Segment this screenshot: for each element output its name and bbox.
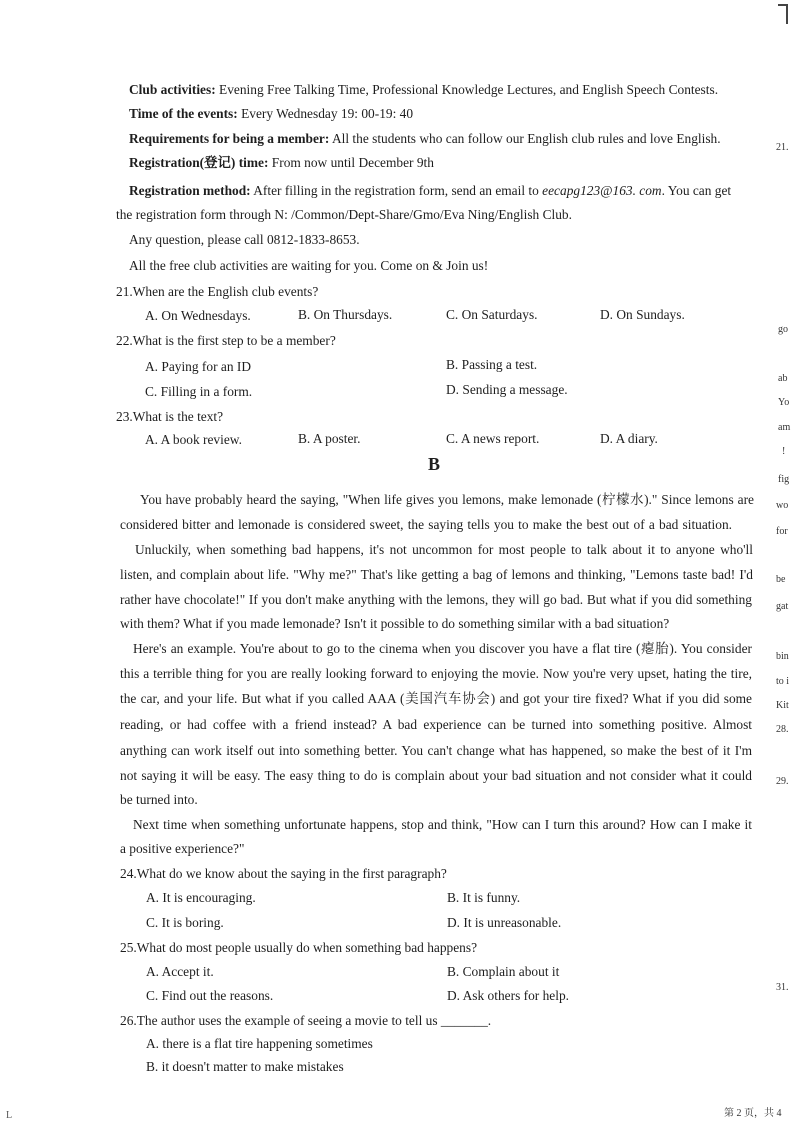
phone-line: Any question, please call 0812-1833-8653. xyxy=(129,232,360,247)
registration-method-text-2: . You can get xyxy=(661,183,732,198)
edge-fragment: ab xyxy=(778,373,788,384)
edge-fragment: Kit xyxy=(776,700,789,711)
event-time-label: Time of the events: xyxy=(129,106,238,121)
club-activities-label: Club activities: xyxy=(129,82,216,97)
passage-p4-line1: Next time when something unfortunate happens, stop and think, "How can I turn this around? How can I make it xyxy=(133,817,752,832)
edge-fragment: go xyxy=(778,324,788,335)
edge-fragment: bin xyxy=(776,651,789,662)
q22-option-c: C. Filling in a form. xyxy=(145,384,253,399)
closing-line: All the free club activities are waiting for you. Come on & Join us! xyxy=(129,258,489,273)
q25-stem: 25.What do most people usually do when something bad happens? xyxy=(120,940,478,955)
q21-option-d: D. On Sundays. xyxy=(600,307,685,322)
event-time-line xyxy=(129,105,413,123)
requirements-line xyxy=(129,130,721,148)
edge-fragment: for xyxy=(776,526,788,537)
q24-option-b: B. It is funny. xyxy=(447,890,521,905)
registration-time-label: Registration(登记) time: xyxy=(129,155,269,170)
passage-p4-line2: a positive experience?" xyxy=(120,841,245,856)
q21-option-b: B. On Thursdays. xyxy=(298,307,393,322)
event-time-text: Every Wednesday 19: 00-19: 40 xyxy=(237,106,414,121)
edge-fragment: gat xyxy=(776,601,789,612)
registration-method-text: After filling in the registration form, send an email to xyxy=(250,183,543,198)
passage-p3-line2: this a terrible thing for you are really looking forward to enjoying the movie. Now you're very upset, hating the tire, xyxy=(120,666,752,681)
passage-p1-line1: You have probably heard the saying, "When life gives you lemons, make lemonade (柠檬水)." Since lemons are xyxy=(140,492,754,507)
q24-option-c: C. It is boring. xyxy=(146,915,224,930)
q21-option-a: A. On Wednesdays. xyxy=(145,308,251,323)
q21-stem: 21.When are the English club events? xyxy=(116,284,319,299)
passage-p3-line1: Here's an example. You're about to go to the cinema when you discover you have a flat tire (瘪胎). You consider xyxy=(133,641,752,656)
edge-fragment: 21. xyxy=(776,142,789,153)
edge-fragment: wo xyxy=(776,500,789,511)
registration-form-path: the registration form through N: /Common/Dept-Share/Gmo/Eva Ning/English Club. xyxy=(116,207,572,222)
q24-stem: 24.What do we know about the saying in the first paragraph? xyxy=(120,866,447,881)
requirements-text: All the students who can follow our English club rules and love English. xyxy=(329,131,721,146)
club-activities-line xyxy=(129,81,718,99)
passage-p2-line3: rather have chocolate!" If you don't make anything with the lemons, they will go bad. But what if you did something xyxy=(120,592,752,607)
q26-option-b: B. it doesn't matter to make mistakes xyxy=(146,1059,344,1074)
q23-option-b: B. A poster. xyxy=(298,431,361,446)
q25-option-b: B. Complain about it xyxy=(447,964,560,979)
q25-option-c: C. Find out the reasons. xyxy=(146,988,274,1003)
q25-option-d: D. Ask others for help. xyxy=(447,988,569,1003)
edge-fragment: 28. xyxy=(776,724,789,735)
edge-fragment: fig xyxy=(778,474,790,485)
registration-time-text: From now until December 9th xyxy=(268,155,434,170)
edge-fragment: 31. xyxy=(776,982,789,993)
section-b-heading: B xyxy=(428,454,441,474)
q24-option-a: A. It is encouraging. xyxy=(146,890,256,905)
passage-p2-line4: with them? What if you made lemonade? Isn't it possible to do something similar with a bad situation? xyxy=(120,616,670,631)
passage-p3-line7: be turned into. xyxy=(120,792,198,807)
passage-p3-line3: the car, and your life. But what if you called AAA (美国汽车协会) and got your tire fixed? What if you did some xyxy=(120,691,752,706)
edge-fragment: am xyxy=(778,422,791,433)
registration-method-line xyxy=(129,182,731,200)
q26-stem: 26.The author uses the example of seeing a movie to tell us _______. xyxy=(120,1013,492,1028)
edge-fragment: ! xyxy=(782,446,786,457)
email-address[interactable]: eecapg123@163. com xyxy=(542,183,662,198)
passage-p3-line4: reading, or had coffee with a friend instead? A bad experience can be turned into something positive. Almost xyxy=(120,717,752,732)
club-activities-text: Evening Free Talking Time, Professional Knowledge Lectures, and English Speech Contests. xyxy=(215,82,719,97)
q23-option-d: D. A diary. xyxy=(600,431,658,446)
passage-p3-line6: not saying it will be easy. The easy thing to do is complain about your bad situation and not consider what it could xyxy=(120,768,752,783)
edge-fragment: to i xyxy=(776,676,790,687)
edge-fragment: Yo xyxy=(778,397,790,408)
crop-corner-mark xyxy=(778,4,788,24)
passage-p3-line5: anything can work itself out into something better. You can't change what has happened, so make the best of it I'm xyxy=(120,743,752,758)
passage-p2-line2: listen, and complain about life. "Why me?" That's like getting a bag of lemons and thinking, "Lemons taste bad! I'd xyxy=(120,567,753,582)
q26-option-a: A. there is a flat tire happening sometimes xyxy=(146,1036,373,1051)
q22-stem: 22.What is the first step to be a member? xyxy=(116,333,336,348)
edge-fragment: be xyxy=(776,574,786,585)
q21-option-c: C. On Saturdays. xyxy=(446,307,538,322)
q22-option-b: B. Passing a test. xyxy=(446,357,538,372)
passage-p1-line2: considered bitter and lemonade is considered sweet, the saying tells you to make the best out of a bad situation. xyxy=(120,517,732,532)
q25-option-a: A. Accept it. xyxy=(146,964,214,979)
passage-p2-line1: Unluckily, when something bad happens, it's not uncommon for most people to talk about it to anyone who'll xyxy=(135,542,753,557)
q24-option-d: D. It is unreasonable. xyxy=(447,915,562,930)
q22-option-d: D. Sending a message. xyxy=(446,382,568,397)
page-number-footer: 第 2 页，共 4 xyxy=(724,1108,782,1119)
requirements-label: Requirements for being a member: xyxy=(129,131,330,146)
q23-option-c: C. A news report. xyxy=(446,431,540,446)
edge-fragment: 29. xyxy=(776,776,789,787)
q22-option-a: A. Paying for an ID xyxy=(145,359,251,374)
registration-method-label: Registration method: xyxy=(129,183,251,198)
q23-stem: 23.What is the text? xyxy=(116,409,224,424)
registration-time-line xyxy=(129,154,434,172)
corner-scan-mark: L xyxy=(6,1110,13,1121)
q23-option-a: A. A book review. xyxy=(145,432,242,447)
